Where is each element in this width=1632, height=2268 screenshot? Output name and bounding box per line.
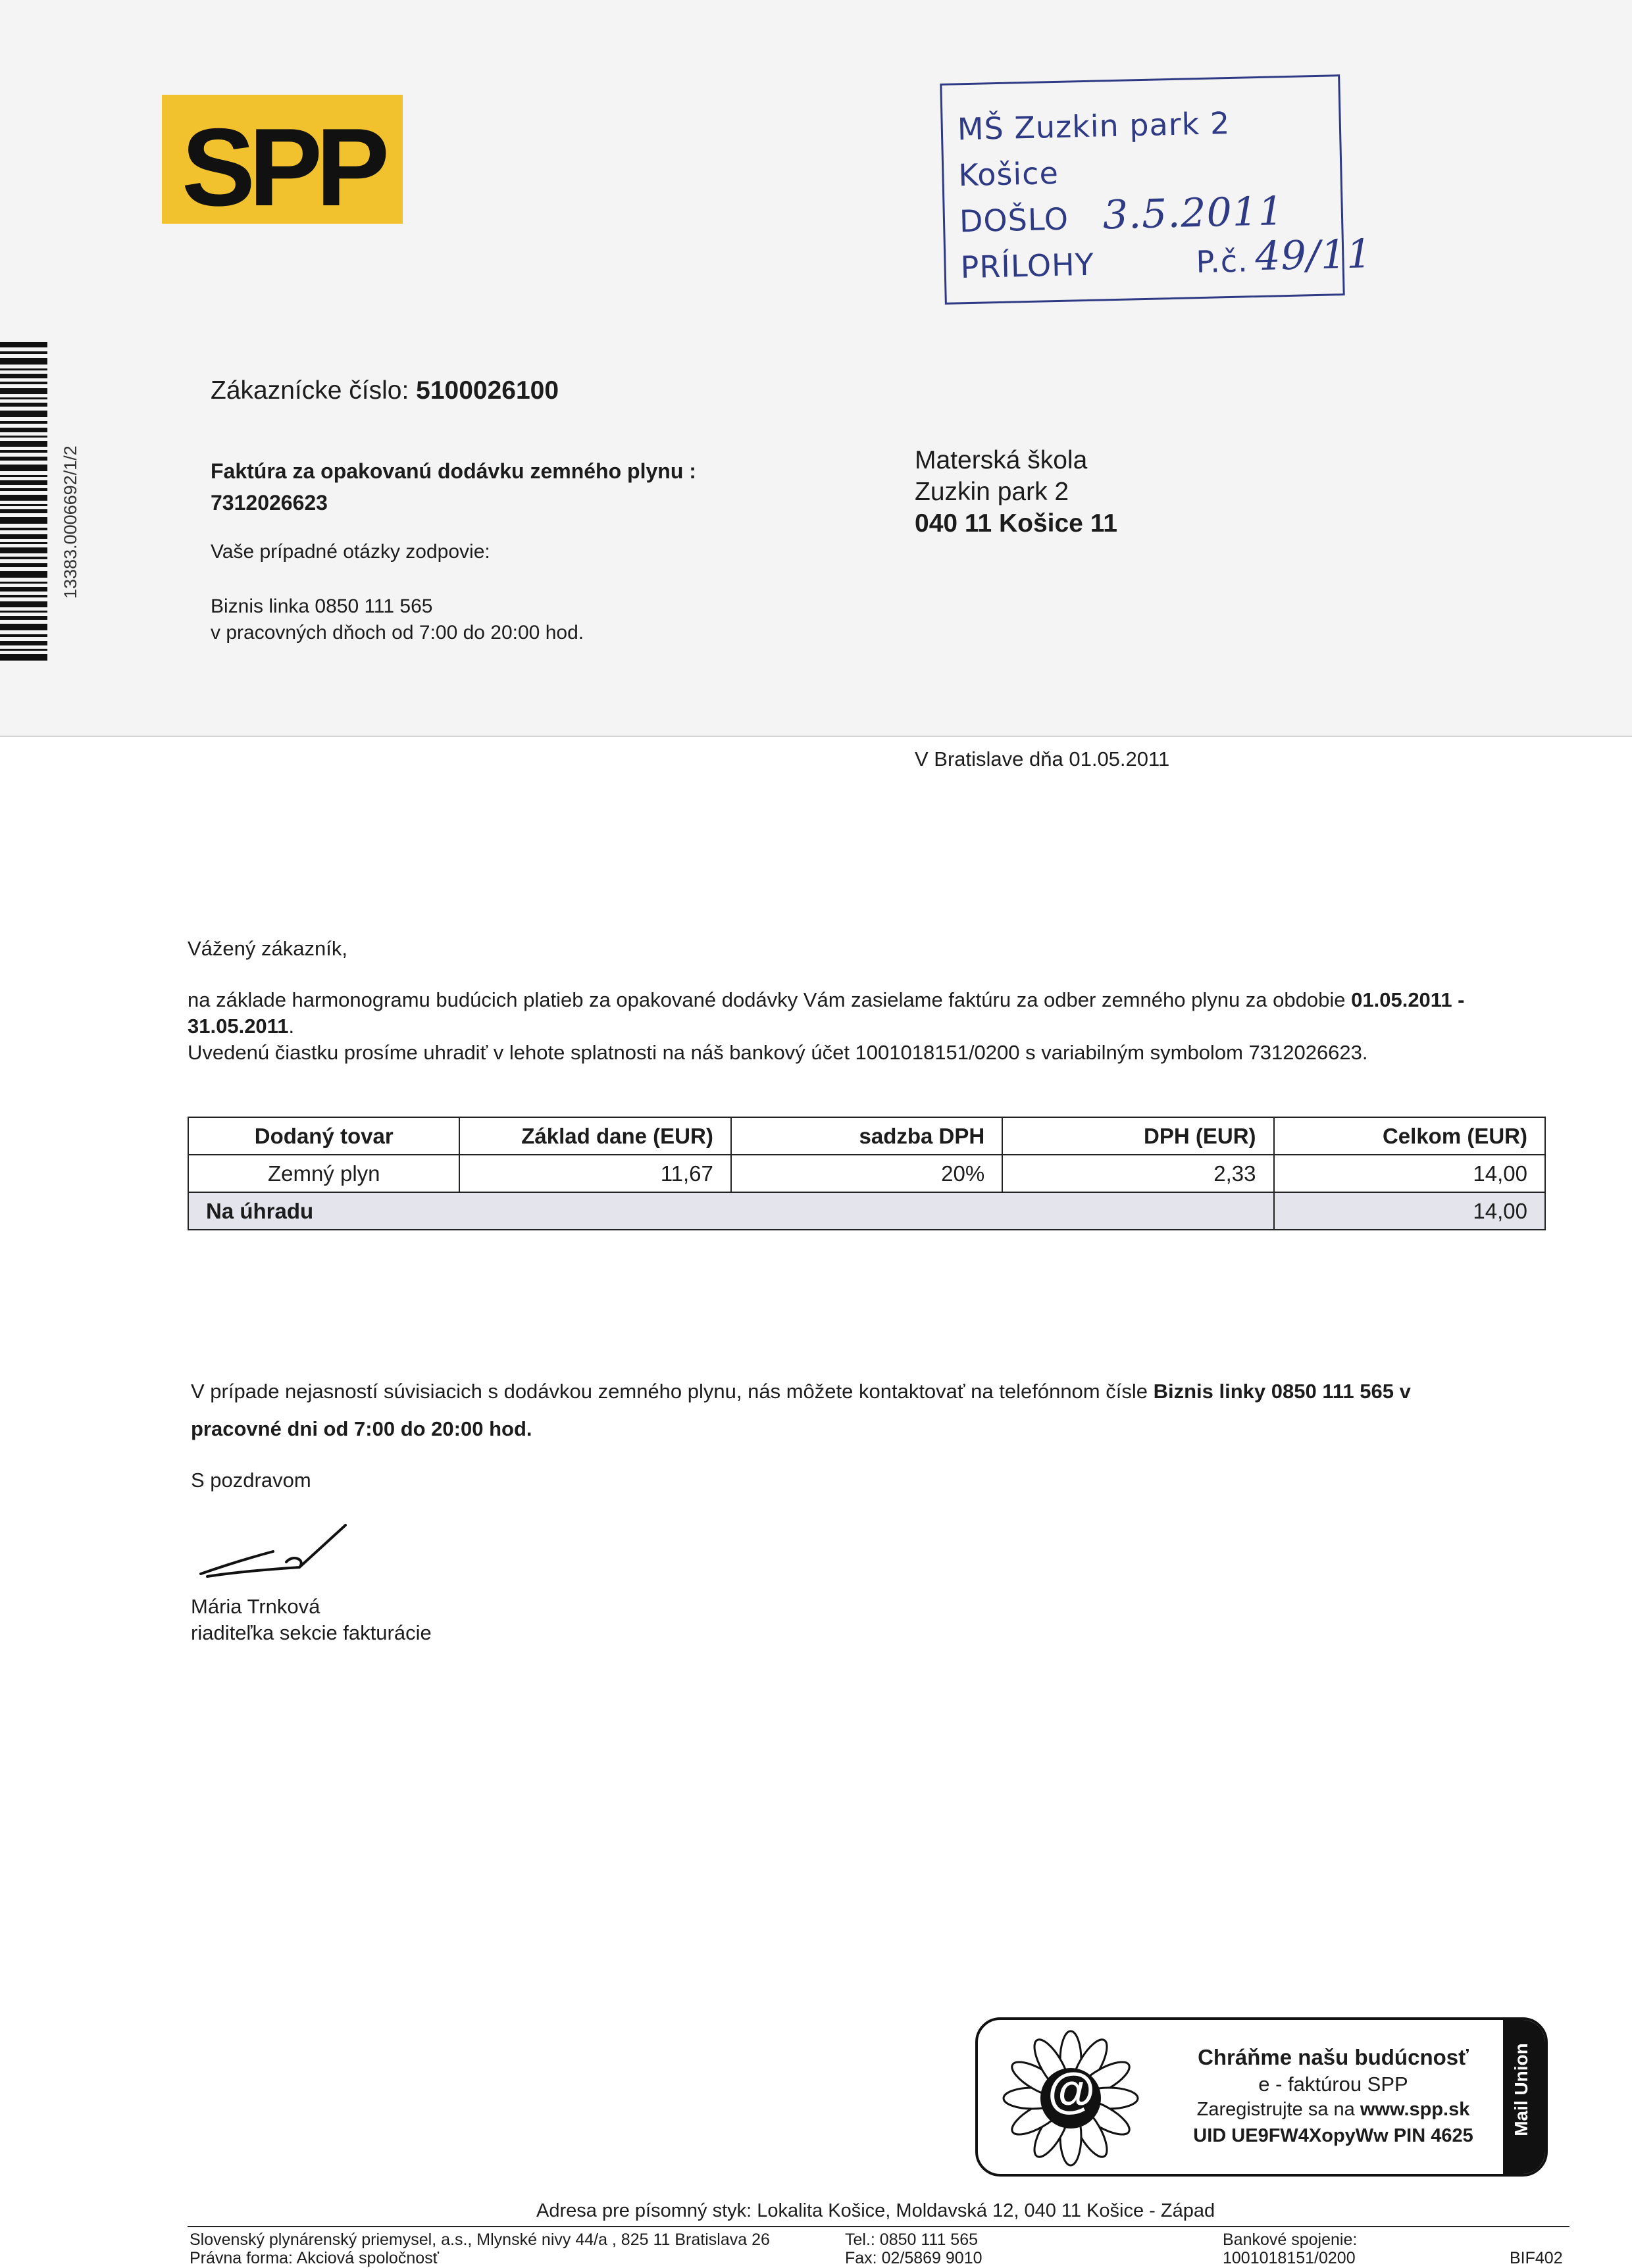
- salutation: Vážený zákazník,: [188, 937, 347, 960]
- document-code-vertical: 13383.0006692/1/2: [61, 445, 80, 599]
- stamp-line-city: Košice: [957, 155, 1059, 193]
- signature: [194, 1513, 365, 1589]
- total-value: 14,00: [1274, 1192, 1545, 1230]
- barcode: [0, 342, 47, 665]
- customer-number-label: Zákaznícke číslo:: [211, 376, 409, 405]
- banner-line3: [1175, 2099, 1491, 2121]
- table-row: [188, 1155, 1545, 1192]
- footer-tel: Tel.: 0850 111 565: [845, 2230, 979, 2249]
- invoice-title: Faktúra za opakovanú dodávku zemného plynu :: [211, 459, 696, 483]
- signer-name: Mária Trnková: [191, 1595, 320, 1618]
- stamp-pc-label: P.č.: [1195, 243, 1249, 280]
- footer-form-code: BIF402: [1510, 2249, 1563, 2267]
- closing-text: V prípade nejasností súvisiacich s dodávkou zemného plynu, nás môžete kontaktovať na telefónnom čísle: [191, 1380, 1148, 1403]
- invoice-table: [188, 1117, 1546, 1230]
- recipient-address: [915, 445, 1117, 540]
- cell-goods: Zemný plyn: [188, 1155, 459, 1192]
- greeting: S pozdravom: [191, 1469, 311, 1492]
- banner-headline: Chráňme našu budúcnosť: [1198, 2045, 1469, 2069]
- at-symbol: @: [1048, 2063, 1096, 2117]
- letter-paragraph: [188, 987, 1556, 1066]
- cell-vat-rate: 20%: [731, 1155, 1002, 1192]
- letter-text-2: Uvedenú čiastku prosíme uhradiť v lehote splatnosti na náš bankový účet 1001018151/0200 s variabilným symbolom 7312026623.: [188, 1041, 1368, 1064]
- footer-bank-label: Bankové spojenie:: [1223, 2230, 1358, 2249]
- letter-text-1: na základe harmonogramu budúcich platieb za opakované dodávky Vám zasielame faktúru za odber zemného plynu za obdobie: [188, 988, 1346, 1011]
- cell-tax-base: 11,67: [459, 1155, 730, 1192]
- closing-paragraph: [191, 1373, 1560, 1448]
- table-total-row: [188, 1192, 1545, 1230]
- period-punct: .: [288, 1015, 295, 1038]
- banner-register-text: Zaregistrujte sa na: [1196, 2099, 1355, 2120]
- recipient-name: Materská škola: [915, 446, 1088, 474]
- e-invoice-banner: [975, 2017, 1548, 2177]
- closing-hours: pracovné dni od 7:00 do 20:00 hod.: [191, 1417, 532, 1440]
- recipient-city: 040 11 Košice 11: [915, 509, 1117, 538]
- period-end: 31.05.2011: [188, 1015, 289, 1038]
- spp-logo: [162, 95, 403, 224]
- footer-divider: [188, 2226, 1569, 2227]
- contact-phone: Biznis linka 0850 111 565: [211, 595, 433, 617]
- header-goods: Dodaný tovar: [188, 1117, 459, 1155]
- cell-vat: 2,33: [1002, 1155, 1273, 1192]
- signer-block: [191, 1594, 432, 1646]
- footer-fax: Fax: 02/5869 9010: [845, 2249, 982, 2267]
- customer-number-line: [211, 376, 559, 405]
- footer-bank-account: 1001018151/0200: [1223, 2249, 1356, 2267]
- footer-address: Adresa pre písomný styk: Lokalita Košice, Moldavská 12, 040 11 Košice - Západ: [536, 2200, 1215, 2221]
- closing-phone: Biznis linky 0850 111 565 v: [1153, 1380, 1411, 1403]
- contact-hours: v pracovných dňoch od 7:00 do 20:00 hod.: [211, 622, 584, 643]
- header-vat-rate: sadzba DPH: [731, 1117, 1002, 1155]
- stamp-date: 3.5.2011: [1102, 188, 1285, 239]
- recipient-street: Zuzkin park 2: [915, 478, 1069, 506]
- stamp-line-received: DOŠLO: [959, 201, 1069, 239]
- contact-intro: Vaše prípadné otázky zodpovie:: [211, 541, 490, 563]
- issue-date: V Bratislave dňa 01.05.2011: [915, 747, 1170, 770]
- stamp-pc-number: 49/11: [1254, 231, 1373, 280]
- header-total: Celkom (EUR): [1274, 1117, 1545, 1155]
- mailunion-label: Mail Union: [1511, 2043, 1531, 2136]
- table-header-row: [188, 1117, 1545, 1155]
- invoice-number: 7312026623: [211, 491, 328, 515]
- header-vat: DPH (EUR): [1002, 1117, 1273, 1155]
- banner-side-strip: [1503, 2020, 1545, 2174]
- customer-number: 5100026100: [416, 376, 559, 405]
- fold-line: [0, 736, 1632, 737]
- invoice-heading: [211, 455, 696, 518]
- footer-legal: Právna forma: Akciová spoločnosť: [190, 2249, 440, 2267]
- svg-text:SPP: SPP: [181, 105, 384, 224]
- banner-website: www.spp.sk: [1360, 2099, 1470, 2120]
- period-start: 01.05.2011 -: [1351, 988, 1465, 1011]
- banner-line2: e - faktúrou SPP: [1258, 2073, 1408, 2096]
- stamp-line-school: MŠ Zuzkin park 2: [957, 105, 1231, 147]
- receipt-stamp: [940, 74, 1373, 305]
- footer-company: Slovenský plynárenský priemysel, a.s., Mlynské nivy 44/a , 825 11 Bratislava 26: [190, 2230, 770, 2249]
- header-tax-base: Základ dane (EUR): [459, 1117, 730, 1155]
- cell-total: 14,00: [1274, 1155, 1545, 1192]
- total-label: Na úhradu: [188, 1192, 1274, 1230]
- signer-title: riaditeľka sekcie fakturácie: [191, 1621, 432, 1644]
- stamp-line-attachments: PRÍLOHY: [960, 246, 1095, 286]
- banner-uid: UID UE9FW4XopyWw PIN 4625: [1193, 2125, 1473, 2146]
- contact-block: [211, 593, 584, 646]
